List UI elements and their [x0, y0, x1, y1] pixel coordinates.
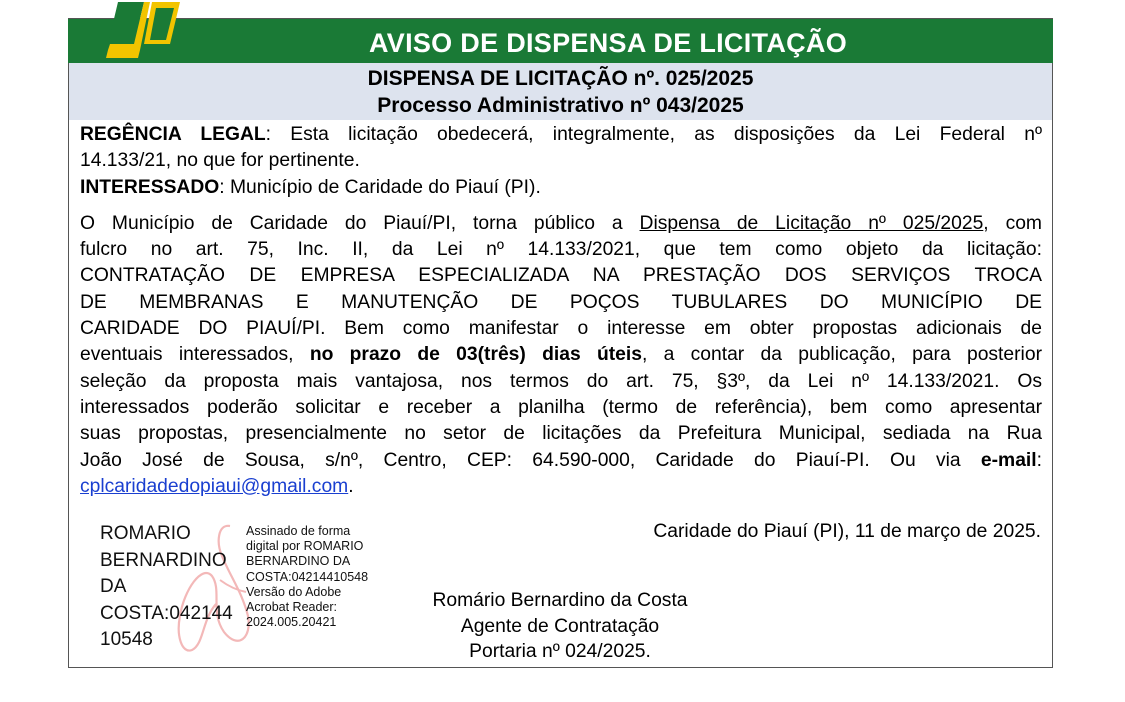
- body-line: João José de Sousa, s/nº, Centro, CEP: 64.590-000, Caridade do Piauí-PI. Ou via e-mail:: [80, 449, 1042, 471]
- process-header: [69, 63, 1052, 120]
- deadline-text: no prazo de 03(três) dias úteis: [309, 344, 642, 366]
- body-line: O Município de Caridade do Piauí/PI, torna público a Dispensa de Licitação nº 025/2025, com: [80, 212, 1042, 234]
- signer-certificate-name: ROMARIO BERNARDINO DA COSTA:042144 10548: [100, 523, 233, 650]
- notice-title: AVISO DE DISPENSA DE LICITAÇÃO: [68, 19, 1053, 63]
- interessado-line: INTERESSADO: Município de Caridade do Piauí (PI).: [80, 176, 541, 198]
- body-line: seleção da proposta mais vantajosa, nos termos do art. 75, §3º, da Lei nº 14.133/2021. Os: [80, 370, 1042, 392]
- signature-details: Assinado de forma digital por ROMARIO BERNARDINO DA COSTA:04214410548 Versão do Adobe Acrobat Reader: 2024.005.20421: [246, 524, 369, 630]
- dispensa-reference: Dispensa de Licitação nº 025/2025: [639, 212, 984, 234]
- email-line: cplcaridadedopiaui@gmail.com.: [80, 475, 354, 497]
- body-line: suas propostas, presencialmente no setor de licitações da Prefeitura Municipal, sediada na Rua: [80, 423, 1042, 445]
- logo-icon: [104, 0, 184, 62]
- body-line: fulcro no art. 75, Inc. II, da Lei nº 14.133/2021, que tem como objeto da licitação:: [80, 239, 1042, 261]
- process-number: Processo Administrativo nº 043/2025: [377, 94, 744, 117]
- dispensa-number: DISPENSA DE LICITAÇÃO nº. 025/2025: [367, 67, 754, 90]
- date-line: Caridade do Piauí (PI), 11 de março de 2025.: [653, 521, 1041, 542]
- body-line: DE MEMBRANAS E MANUTENÇÃO DE POÇOS TUBULARES DO MUNICÍPIO DE: [80, 291, 1042, 313]
- signatory-name: Romário Bernardino da Costa: [432, 590, 688, 611]
- body-line: eventuais interessados, no prazo de 03(três) dias úteis, a contar da publicação, para posterior: [80, 344, 1042, 366]
- regencia-line-2: 14.133/21, no que for pertinente.: [80, 150, 360, 172]
- body-line: CONTRATAÇÃO DE EMPRESA ESPECIALIZADA NA PRESTAÇÃO DOS SERVIÇOS TROCA: [80, 265, 1042, 287]
- email-link[interactable]: cplcaridadedopiaui@gmail.com: [80, 475, 349, 497]
- signatory-portaria: Portaria nº 024/2025.: [469, 641, 651, 662]
- body-line: CARIDADE DO PIAUÍ/PI. Bem como manifestar o interesse em obter propostas adicionais de: [80, 318, 1042, 340]
- signatory-block: [380, 588, 740, 665]
- regencia-line-1: REGÊNCIA LEGAL: Esta licitação obedecerá, integralmente, as disposições da Lei Federal nº: [80, 124, 1042, 145]
- regencia-label: REGÊNCIA LEGAL: [80, 124, 266, 145]
- notice-body: [80, 122, 1042, 500]
- signatory-role: Agente de Contratação: [460, 615, 660, 637]
- interessado-label: INTERESSADO: [80, 176, 220, 198]
- body-line: interessados poderão solicitar e receber a planilha (termo de referência), bem como apresentar: [80, 396, 1042, 418]
